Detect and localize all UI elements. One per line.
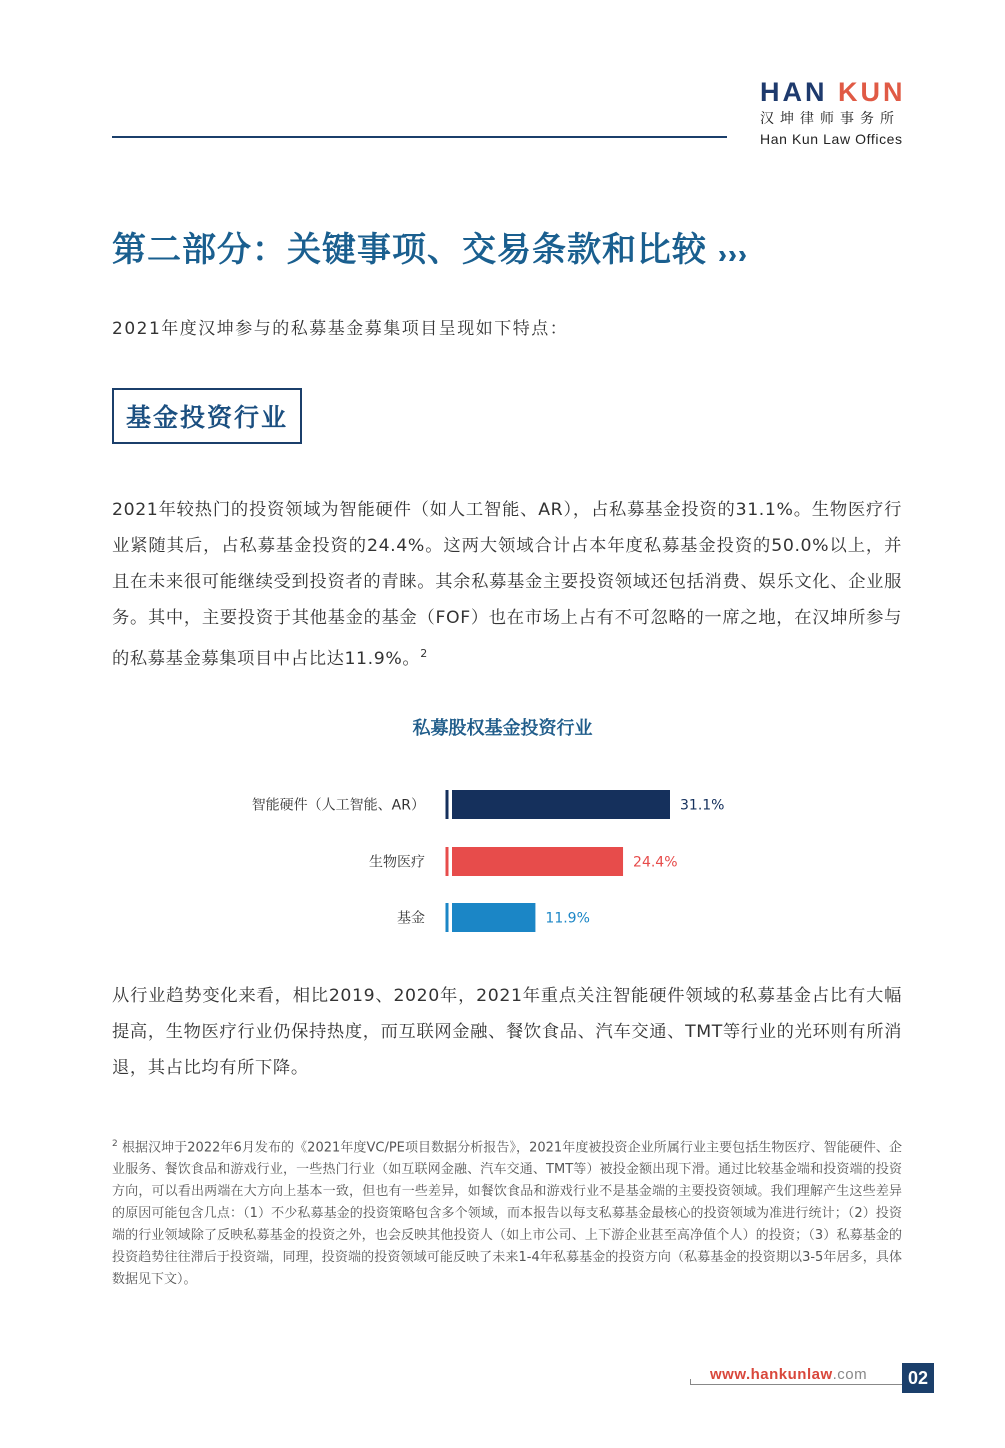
website-link[interactable]: www.hankunlaw.com	[710, 1366, 871, 1383]
bar-chart	[0, 770, 1005, 950]
page-number: 02	[902, 1363, 934, 1393]
footnote: $^2$ 根据汉坤于2022年6月发布的《2021年度VC/PE项目数据分析报告》，2021年度被投资企业所属行业主要包括生物医疗、智能硬件、企业服务、餐饮食品和游戏行业，一些热门行业（如互联网金融、汽车交通、TMT等）被投金额出现下滑。通过比较基金端和投资端的投资方向，可以看出两端在大方向上基本一致，但也有一些差异，如餐饮食品和游戏行业不是基金端的主要投资领域。我们理解产生这些差异的原因可能包含几点：（1）不少私募基金的投资策略包含多个领域，而本报告以每支私募基金最核心的投资领域为准进行统计；（2）投资端的行业领域除了反映私募基金的投资之外，也会反映其他投资人（如上市公司、上下游企业甚至高净值个人）的投资；（3）私募基金的投资趋势往往滞后于投资端，同理，投资端的投资领域可能反映了未来1-4年私募基金的投资方向（私募基金的投资期以3-5年居多，具体数据见下文）。	[112, 1139, 902, 1288]
axis-tick-1	[446, 847, 449, 876]
category-label-2: 基金	[397, 910, 425, 927]
footnote-marker: 2	[112, 1139, 118, 1149]
bar-1	[452, 847, 623, 876]
category-label-1: 生物医疗	[369, 854, 425, 871]
footer-rule	[690, 1384, 902, 1385]
footnote-ref: 2	[420, 647, 428, 660]
logo-wordmark: HAN KUN	[760, 77, 906, 107]
value-label-0: 31.1%	[680, 797, 725, 814]
bar-2	[452, 903, 535, 932]
logo-chinese-name: 汉坤律师事务所	[760, 111, 900, 127]
axis-tick-2	[446, 903, 449, 932]
header-rule	[112, 136, 727, 138]
value-label-2: 11.9%	[545, 910, 590, 927]
subheading-box	[112, 388, 302, 444]
paragraph-1: 2021年较热门的投资领域为智能硬件（如人工智能、AR），占私募基金投资的31.1%。生物医疗行业紧随其后，占私募基金投资的24.4%。这两大领域合计占本年度私募基金投资的50.0%以上，并且在未来很可能继续受到投资者的青睐。其余私募基金主要投资领域还包括消费、娱乐文化、企业服务。其中，主要投资于其他基金的基金（FOF）也在市场上占有不可忽略的一席之地，在汉坤所参与的私募基金募集项目中占比达11.9%。$^2$	[112, 500, 902, 669]
chevrons-icon	[717, 232, 749, 272]
chart-title: 私募股权基金投资行业	[412, 718, 593, 739]
axis-tick-0	[446, 790, 449, 819]
logo-english-name: Han Kun Law Offices	[760, 131, 903, 147]
hankun-logo	[760, 78, 910, 148]
section-title: 第二部分：关键事项、交易条款和比较	[112, 222, 749, 272]
paragraph-2: 从行业趋势变化来看，相比2019、2020年，2021年重点关注智能硬件领域的私募基金占比有大幅提高，生物医疗行业仍保持热度，而互联网金融、餐饮食品、汽车交通、TMT等行业的光环则有所消退，其占比均有所下降。	[112, 986, 902, 1078]
subheading: 基金投资行业	[125, 403, 288, 432]
category-label-0: 智能硬件（人工智能、AR）	[251, 797, 425, 814]
value-label-1: 24.4%	[633, 854, 678, 871]
bar-0	[452, 790, 670, 819]
intro-text: 2021年度汉坤参与的私募基金募集项目呈现如下特点：	[112, 319, 569, 339]
